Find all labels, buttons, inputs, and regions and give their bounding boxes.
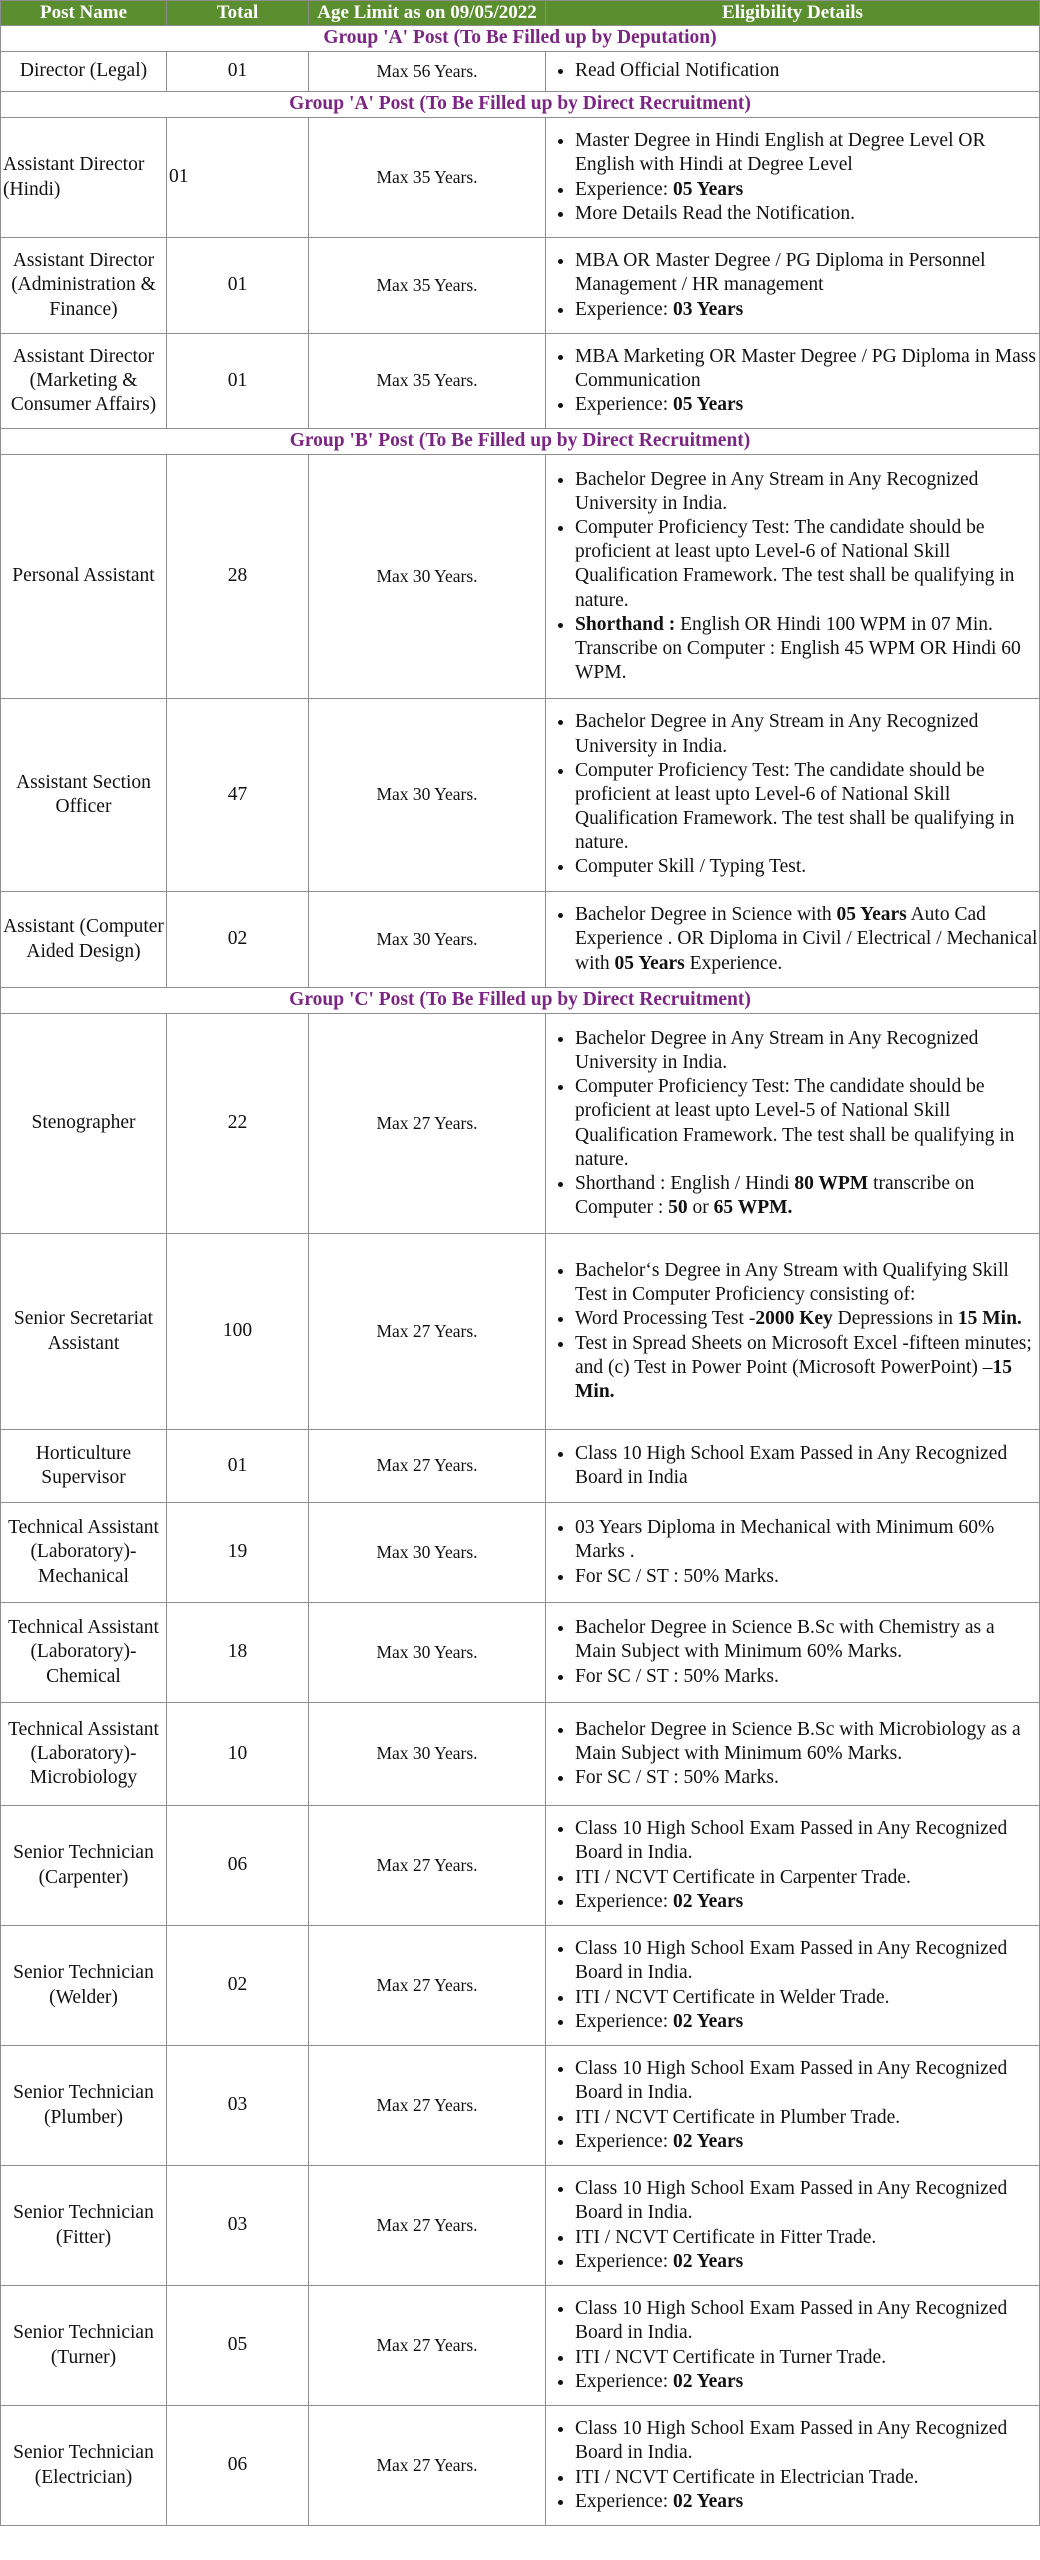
eligibility-item [575, 855, 1039, 879]
total-cell: 03 [167, 2166, 309, 2286]
eligibility-text: ITI / NCVT Certificate in Welder Trade. [575, 1986, 890, 2008]
eligibility-text: ITI / NCVT Certificate in Electrician Trade. [575, 2466, 919, 2488]
eligibility-text: Class 10 High School Exam Passed in Any Recognized Board in India. [575, 2058, 1008, 2104]
table-row [1, 1806, 1040, 1926]
eligibility-cell [546, 238, 1040, 334]
post-name-cell: Technical Assistant (Laboratory)-Microbiology [1, 1703, 167, 1806]
eligibility-text: Shorthand : English / Hindi [575, 1172, 795, 1194]
post-name-cell: Horticulture Supervisor [1, 1430, 167, 1503]
table-header-row [1, 1, 1040, 26]
eligibility-emphasis: 05 Years [614, 952, 685, 974]
eligibility-emphasis: 03 Years [673, 298, 744, 320]
section-title: Group 'A' Post (To Be Filled up by Direct Recruitment) [1, 92, 1040, 118]
eligibility-text: Experience: [575, 2250, 673, 2272]
post-name-cell: Assistant (Computer Aided Design) [1, 892, 167, 988]
eligibility-item [575, 2130, 1039, 2154]
eligibility-list [556, 1817, 1039, 1914]
post-name-cell: Senior Secretariat Assistant [1, 1234, 167, 1430]
eligibility-emphasis: Shorthand : [575, 613, 676, 635]
eligibility-item [575, 2490, 1039, 2514]
section-row [1, 26, 1040, 52]
eligibility-emphasis: 05 Years [836, 904, 907, 926]
age-limit-cell: Max 30 Years. [309, 455, 546, 699]
eligibility-item [575, 1937, 1039, 1985]
eligibility-text: Class 10 High School Exam Passed in Any Recognized Board in India. [575, 2178, 1008, 2224]
eligibility-item [575, 298, 1039, 322]
eligibility-item [575, 1665, 1039, 1689]
total-cell: 01 [167, 334, 309, 429]
eligibility-list [556, 710, 1039, 879]
post-name-cell: Technical Assistant (Laboratory)-Chemical [1, 1603, 167, 1703]
eligibility-item [575, 2226, 1039, 2250]
table-row [1, 52, 1040, 92]
eligibility-text: or [687, 1197, 714, 1219]
section-title: Group 'C' Post (To Be Filled up by Direct Recruitment) [1, 988, 1040, 1014]
eligibility-item [575, 2057, 1039, 2105]
eligibility-item [575, 516, 1039, 613]
eligibility-item [575, 2010, 1039, 2034]
eligibility-item [575, 129, 1039, 177]
eligibility-item [575, 1718, 1039, 1766]
age-limit-cell: Max 56 Years. [309, 52, 546, 92]
age-limit-cell: Max 30 Years. [309, 892, 546, 988]
eligibility-item [575, 2346, 1039, 2370]
eligibility-item [575, 345, 1039, 393]
table-row [1, 2286, 1040, 2406]
eligibility-text: transcribe on Computer : [575, 1172, 975, 1219]
age-limit-cell: Max 30 Years. [309, 1503, 546, 1603]
section-title: Group 'A' Post (To Be Filled up by Deputation) [1, 26, 1040, 52]
post-name-cell: Senior Technician (Plumber) [1, 2046, 167, 2166]
age-limit-cell: Max 27 Years. [309, 1926, 546, 2046]
eligibility-list [556, 1616, 1039, 1689]
eligibility-item [575, 710, 1039, 758]
eligibility-list [556, 2297, 1039, 2394]
eligibility-list [556, 2057, 1039, 2154]
eligibility-text: Word Processing Test - [575, 1308, 756, 1330]
eligibility-text: Experience: [575, 298, 673, 320]
eligibility-cell [546, 2406, 1040, 2526]
age-limit-cell: Max 27 Years. [309, 2286, 546, 2406]
table-row [1, 1430, 1040, 1503]
eligibility-cell [546, 892, 1040, 988]
post-name-cell: Senior Technician (Turner) [1, 2286, 167, 2406]
eligibility-text: ITI / NCVT Certificate in Turner Trade. [575, 2346, 887, 2368]
eligibility-text: Depressions in [832, 1308, 958, 1330]
eligibility-text: Computer Proficiency Test: The candidate should be proficient at least upto Level-5 of National Skill Qualification Framework. The test shall be qualifying in nature. [575, 1076, 1015, 1170]
header-total: Total [167, 1, 309, 26]
age-limit-cell: Max 35 Years. [309, 118, 546, 238]
eligibility-list [556, 468, 1039, 686]
total-cell: 01 [167, 1430, 309, 1503]
total-cell: 10 [167, 1703, 309, 1806]
eligibility-cell [546, 2286, 1040, 2406]
table-row [1, 2046, 1040, 2166]
table-body [1, 26, 1040, 2526]
eligibility-emphasis: 05 Years [673, 178, 744, 200]
age-limit-cell: Max 27 Years. [309, 1234, 546, 1430]
eligibility-cell [546, 1503, 1040, 1603]
eligibility-text: Test in Spread Sheets on Microsoft Excel -fifteen minutes; and (c) Test in Power Point (Microsoft PowerPoint) – [575, 1332, 1032, 1378]
eligibility-text: For SC / ST : 50% Marks. [575, 1565, 779, 1587]
eligibility-item [575, 1986, 1039, 2010]
eligibility-text: Experience: [575, 178, 673, 200]
eligibility-text: Bachelor Degree in Science B.Sc with Chemistry as a Main Subject with Minimum 60% Marks. [575, 1617, 995, 1663]
total-cell: 100 [167, 1234, 309, 1430]
eligibility-item [575, 1027, 1039, 1075]
eligibility-emphasis: 02 Years [673, 2490, 744, 2512]
eligibility-emphasis: 02 Years [673, 2250, 744, 2272]
eligibility-list [556, 1259, 1039, 1404]
eligibility-item [575, 2177, 1039, 2225]
eligibility-item [575, 613, 1039, 686]
total-cell: 06 [167, 1806, 309, 1926]
eligibility-text: Bachelor Degree in Science with [575, 904, 837, 926]
eligibility-text: Experience: [575, 2370, 673, 2392]
age-limit-cell: Max 27 Years. [309, 1014, 546, 1234]
eligibility-item [575, 468, 1039, 516]
eligibility-item [575, 2106, 1039, 2130]
post-name-cell: Assistant Director (Marketing & Consumer Affairs) [1, 334, 167, 429]
eligibility-text: Class 10 High School Exam Passed in Any Recognized Board in India [575, 1442, 1008, 1488]
total-cell: 01 [167, 238, 309, 334]
eligibility-cell [546, 1430, 1040, 1503]
eligibility-emphasis: 02 Years [673, 2370, 744, 2392]
eligibility-item [575, 903, 1039, 976]
eligibility-list [556, 59, 1039, 83]
eligibility-cell [546, 1234, 1040, 1430]
eligibility-item [575, 759, 1039, 856]
eligibility-text: Class 10 High School Exam Passed in Any Recognized Board in India. [575, 1938, 1008, 1984]
eligibility-item [575, 1866, 1039, 1890]
post-name-cell: Senior Technician (Electrician) [1, 2406, 167, 2526]
total-cell: 18 [167, 1603, 309, 1703]
eligibility-text: Class 10 High School Exam Passed in Any Recognized Board in India. [575, 2298, 1008, 2344]
eligibility-item [575, 1890, 1039, 1914]
eligibility-list [556, 1516, 1039, 1589]
total-cell: 01 [167, 52, 309, 92]
post-name-cell: Stenographer [1, 1014, 167, 1234]
table-row [1, 118, 1040, 238]
eligibility-cell [546, 1926, 1040, 2046]
eligibility-item [575, 1259, 1039, 1307]
eligibility-item [575, 1442, 1039, 1490]
total-cell: 02 [167, 1926, 309, 2046]
eligibility-item [575, 2297, 1039, 2345]
eligibility-emphasis: 15 Min. [575, 1356, 1012, 1402]
eligibility-text: Bachelor Degree in Any Stream in Any Recognized University in India. [575, 711, 979, 757]
eligibility-cell [546, 52, 1040, 92]
eligibility-text: ITI / NCVT Certificate in Plumber Trade. [575, 2106, 901, 2128]
section-row [1, 92, 1040, 118]
header-post-name: Post Name [1, 1, 167, 26]
header-age-limit: Age Limit as on 09/05/2022 [309, 1, 546, 26]
eligibility-text: Bachelor Degree in Any Stream in Any Recognized University in India. [575, 1027, 979, 1073]
eligibility-cell [546, 699, 1040, 892]
eligibility-emphasis: 02 Years [673, 2010, 744, 2032]
section-row [1, 429, 1040, 455]
eligibility-item [575, 2417, 1039, 2465]
eligibility-item [575, 1172, 1039, 1220]
eligibility-list [556, 249, 1039, 322]
eligibility-text: Bachelor Degree in Science B.Sc with Microbiology as a Main Subject with Minimum 60% Marks. [575, 1718, 1021, 1764]
eligibility-text: Computer Proficiency Test: The candidate should be proficient at least upto Level-6 of National Skill Qualification Framework. The test shall be qualifying in nature. [575, 759, 1015, 854]
total-cell: 22 [167, 1014, 309, 1234]
table-row [1, 1603, 1040, 1703]
section-row [1, 988, 1040, 1014]
age-limit-cell: Max 35 Years. [309, 238, 546, 334]
eligibility-item [575, 2466, 1039, 2490]
eligibility-emphasis: 2000 Key [755, 1308, 833, 1330]
post-name-cell: Director (Legal) [1, 52, 167, 92]
age-limit-cell: Max 30 Years. [309, 1603, 546, 1703]
eligibility-cell [546, 2166, 1040, 2286]
table-row [1, 699, 1040, 892]
eligibility-item [575, 1616, 1039, 1664]
table-row [1, 1703, 1040, 1806]
total-cell: 19 [167, 1503, 309, 1603]
eligibility-list [556, 1442, 1039, 1490]
age-limit-cell: Max 27 Years. [309, 2046, 546, 2166]
table-row [1, 1503, 1040, 1603]
eligibility-item [575, 59, 1039, 83]
table-row [1, 334, 1040, 429]
age-limit-cell: Max 27 Years. [309, 2406, 546, 2526]
eligibility-text: Read Official Notification [575, 60, 780, 82]
eligibility-list [556, 1027, 1039, 1220]
eligibility-item [575, 178, 1039, 202]
eligibility-item [575, 1332, 1039, 1405]
eligibility-text: English OR Hindi 100 WPM in 07 Min. Transcribe on Computer : English 45 WPM OR Hindi 60 WPM. [575, 613, 1021, 684]
eligibility-text: ITI / NCVT Certificate in Fitter Trade. [575, 2226, 877, 2248]
eligibility-text: Experience: [575, 2490, 673, 2512]
age-limit-cell: Max 30 Years. [309, 699, 546, 892]
eligibility-text: Computer Skill / Typing Test. [575, 856, 807, 878]
eligibility-text: More Details Read the Notification. [575, 202, 855, 224]
eligibility-text: For SC / ST : 50% Marks. [575, 1665, 779, 1687]
eligibility-text: MBA OR Master Degree / PG Diploma in Personnel Management / HR management [575, 250, 986, 296]
post-name-cell: Assistant Director (Administration & Finance) [1, 238, 167, 334]
eligibility-item [575, 2370, 1039, 2394]
eligibility-item [575, 1565, 1039, 1589]
eligibility-text: Experience: [575, 1890, 673, 1912]
table-row [1, 455, 1040, 699]
eligibility-text: Class 10 High School Exam Passed in Any Recognized Board in India. [575, 2418, 1008, 2464]
table-row [1, 2166, 1040, 2286]
table-row [1, 2406, 1040, 2526]
eligibility-cell [546, 1806, 1040, 1926]
table-row [1, 238, 1040, 334]
post-name-cell: Personal Assistant [1, 455, 167, 699]
total-cell: 05 [167, 2286, 309, 2406]
eligibility-text: Master Degree in Hindi English at Degree Level OR English with Hindi at Degree Level [575, 130, 986, 176]
eligibility-cell [546, 1014, 1040, 1234]
total-cell: 47 [167, 699, 309, 892]
eligibility-list [556, 129, 1039, 226]
eligibility-text: Experience: [575, 2010, 673, 2032]
eligibility-emphasis: 02 Years [673, 1890, 744, 1912]
eligibility-item [575, 1075, 1039, 1172]
eligibility-list [556, 2417, 1039, 2514]
post-name-cell: Technical Assistant (Laboratory)-Mechanical [1, 1503, 167, 1603]
eligibility-item [575, 249, 1039, 297]
eligibility-text: For SC / ST : 50% Marks. [575, 1767, 779, 1789]
eligibility-text: ITI / NCVT Certificate in Carpenter Trade. [575, 1866, 911, 1888]
eligibility-cell [546, 455, 1040, 699]
eligibility-text: Experience: [575, 2130, 673, 2152]
eligibility-cell [546, 1603, 1040, 1703]
eligibility-item [575, 1307, 1039, 1331]
eligibility-cell [546, 334, 1040, 429]
post-name-cell: Senior Technician (Fitter) [1, 2166, 167, 2286]
eligibility-item [575, 1766, 1039, 1790]
age-limit-cell: Max 27 Years. [309, 2166, 546, 2286]
eligibility-item [575, 1516, 1039, 1564]
eligibility-cell [546, 2046, 1040, 2166]
post-name-cell: Senior Technician (Welder) [1, 1926, 167, 2046]
age-limit-cell: Max 35 Years. [309, 334, 546, 429]
age-limit-cell: Max 30 Years. [309, 1703, 546, 1806]
table-row [1, 892, 1040, 988]
eligibility-text: MBA Marketing OR Master Degree / PG Diploma in Mass Communication [575, 345, 1036, 391]
table-row [1, 1014, 1040, 1234]
eligibility-emphasis: 02 Years [673, 2130, 744, 2152]
eligibility-text: Class 10 High School Exam Passed in Any Recognized Board in India. [575, 1818, 1008, 1864]
eligibility-text: Bachelor‘s Degree in Any Stream with Qualifying Skill Test in Computer Proficiency consisting of: [575, 1259, 1009, 1306]
eligibility-emphasis: 65 WPM. [713, 1197, 793, 1219]
eligibility-emphasis: 80 WPM [794, 1172, 869, 1194]
post-name-cell: Assistant Section Officer [1, 699, 167, 892]
eligibility-item [575, 2250, 1039, 2274]
eligibility-item [575, 202, 1039, 226]
eligibility-list [556, 345, 1039, 418]
eligibility-list [556, 1718, 1039, 1791]
table-row [1, 1926, 1040, 2046]
section-title: Group 'B' Post (To Be Filled up by Direct Recruitment) [1, 429, 1040, 455]
post-name-cell: Senior Technician (Carpenter) [1, 1806, 167, 1926]
eligibility-cell [546, 118, 1040, 238]
eligibility-text: Experience: [575, 394, 673, 416]
eligibility-item [575, 1817, 1039, 1865]
age-limit-cell: Max 27 Years. [309, 1806, 546, 1926]
eligibility-cell [546, 1703, 1040, 1806]
total-cell: 01 [167, 118, 309, 238]
eligibility-item [575, 393, 1039, 417]
eligibility-list [556, 1937, 1039, 2034]
eligibility-list [556, 903, 1039, 976]
post-name-cell: Assistant Director (Hindi) [1, 118, 167, 238]
eligibility-text: Computer Proficiency Test: The candidate should be proficient at least upto Level-6 of National Skill Qualification Framework. The test shall be qualifying in nature. [575, 517, 1015, 611]
eligibility-emphasis: 05 Years [673, 394, 744, 416]
eligibility-emphasis: 50 [668, 1197, 688, 1219]
table-row [1, 1234, 1040, 1430]
age-limit-cell: Max 27 Years. [309, 1430, 546, 1503]
total-cell: 28 [167, 455, 309, 699]
eligibility-text: Bachelor Degree in Any Stream in Any Recognized University in India. [575, 468, 979, 514]
eligibility-text: 03 Years Diploma in Mechanical with Minimum 60% Marks . [575, 1517, 995, 1563]
total-cell: 03 [167, 2046, 309, 2166]
total-cell: 02 [167, 892, 309, 988]
eligibility-text: Auto Cad Experience . OR Diploma in Civil / Electrical / Mechanical with [575, 904, 1038, 974]
eligibility-emphasis: 15 Min. [957, 1308, 1022, 1330]
total-cell: 06 [167, 2406, 309, 2526]
eligibility-text: Experience. [684, 952, 783, 974]
eligibility-list [556, 2177, 1039, 2274]
header-eligibility: Eligibility Details [546, 1, 1040, 26]
